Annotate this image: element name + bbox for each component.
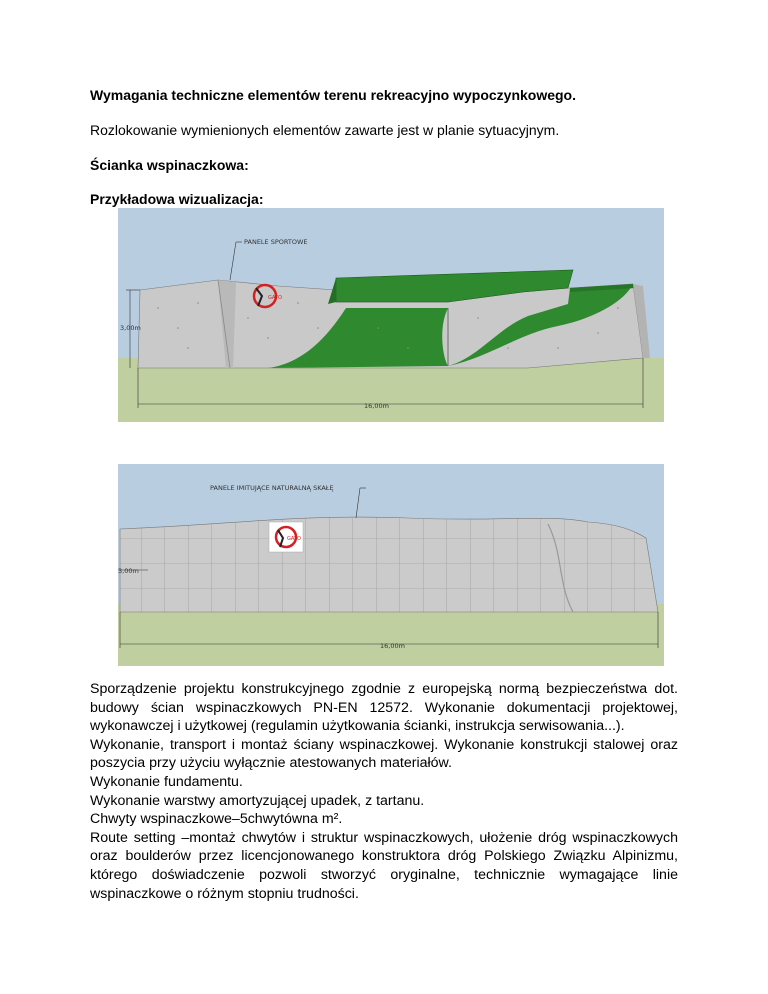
document-heading: Wymagania techniczne elementów terenu rekreacyjno wypoczynkowego. <box>90 87 577 103</box>
intro-text: Rozlokowanie wymienionych elementów zawarte jest w planie sytuacyjnym. <box>90 122 560 138</box>
wall-render-1 <box>118 208 664 422</box>
figure-rock-panels <box>118 464 664 666</box>
paragraph-safety-layer: Wykonanie warstwy amortyzującej upadek, z tartanu. <box>90 792 425 809</box>
ground <box>118 604 664 666</box>
wall-render-2 <box>118 464 664 666</box>
figure-sport-panels <box>118 208 664 422</box>
svg-text:GATO: GATO <box>287 536 301 542</box>
paragraph-holds: Chwyty wspinaczkowe–5chwytówna m². <box>90 811 343 828</box>
svg-text:GATO: GATO <box>268 295 282 301</box>
requirements-text <box>90 680 678 903</box>
paragraph-route-setting: Route setting –montaż chwytów i struktur wspinaczkowych, ułożenie dróg wspinaczkowych oraz boulderów przez licencjonowanego konstruktora dróg Polskiego Związku Alpinizmu, którego doświadczenie pozwoli stworzyć oryginalne, technicznie wymagające linie wspinaczkowe o różnym stopniu trudności. <box>90 829 678 902</box>
section-title: Ścianka wspinaczkowa: <box>90 157 249 173</box>
width-label: 16,00m <box>364 402 389 410</box>
subsection-title: Przykładowa wizualizacja: <box>90 191 264 207</box>
callout-label: PANELE SPORTOWE <box>244 238 308 246</box>
gato-logo <box>269 522 303 552</box>
paragraph-foundation: Wykonanie fundamentu. <box>90 773 243 790</box>
width-label: 16,00m <box>380 642 405 650</box>
climbing-wall <box>120 517 658 612</box>
paragraph-construction: Wykonanie, transport i montaż ściany wspinaczkowej. Wykonanie konstrukcji stalowej oraz poszycia przy użyciu wyłącznie atestowanych materiałów. <box>90 736 678 772</box>
callout-label: PANELE IMITUJĄCE NATURALNĄ SKAŁĘ <box>210 484 334 492</box>
height-label: 3,00m <box>118 567 139 575</box>
paragraph-project: Sporządzenie projektu konstrukcyjnego zgodnie z europejską normą bezpieczeństwa dot. budowy ścian wspinaczkowych PN-EN 12572. Wykonanie dokumentacji projektowej, wykonawczej i użytkowej (regulamin użytkowania ścianki, instrukcja serwisowania...). <box>90 681 678 735</box>
height-label: 3,00m <box>120 324 141 332</box>
